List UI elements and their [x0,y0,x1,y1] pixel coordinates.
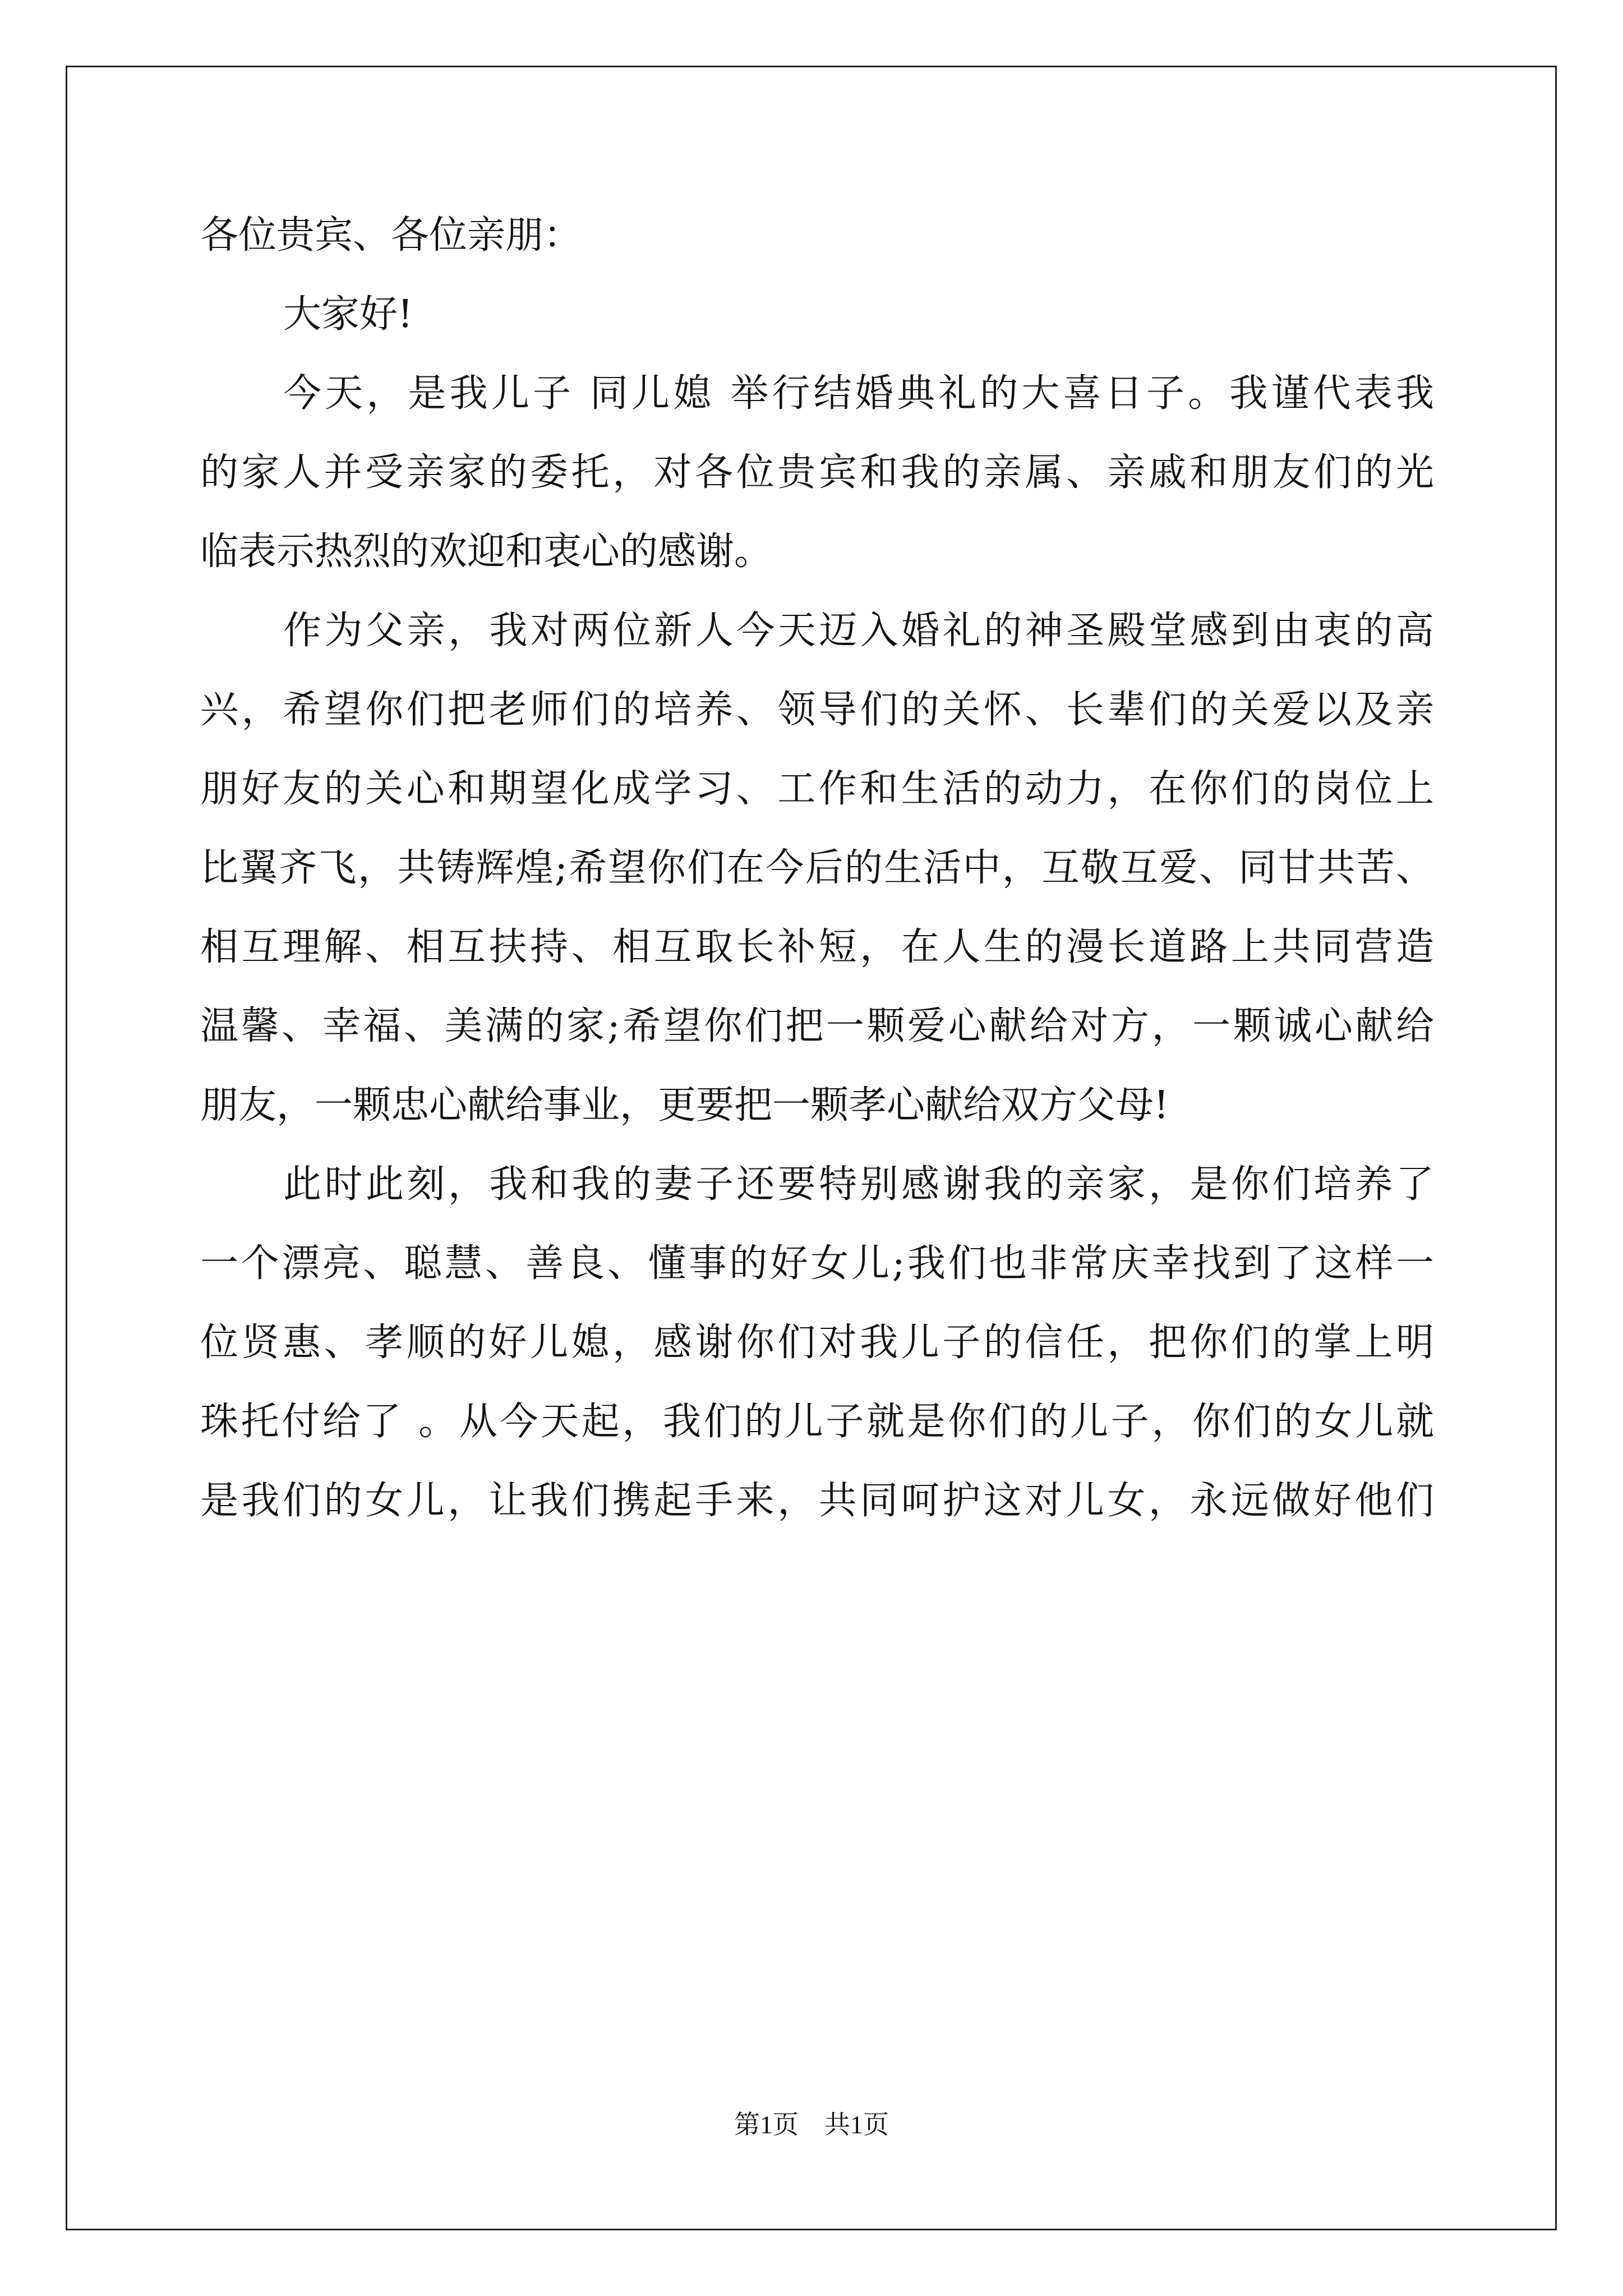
page-footer [0,2108,1623,2142]
paragraph-2-line-1: 作为父亲，我对两位新人今天迈入婚礼的神圣殿堂感到由衷的高 [283,609,1434,653]
paragraph-3-line-1: 此时此刻，我和我的妻子还要特别感谢我的亲家，是你们培养了 [283,1162,1434,1207]
opening-line: 大家好! [283,292,413,337]
page-number: 第1页 [734,2110,799,2139]
greeting-line: 各位贵宾、各位亲朋： [200,213,582,257]
paragraph-1-line-2: 的家人并受亲家的委托，对各位贵宾和我的亲属、亲戚和朋友们的光 [200,450,1434,495]
paragraph-2-line-4: 比翼齐飞，共铸辉煌;希望你们在今后的生活中，互敬互爱、同甘共苦、 [200,846,1434,890]
paragraph-3-line-3: 位贤惠、孝顺的好儿媳，感谢你们对我儿子的信任，把你们的掌上明 [200,1320,1434,1365]
paragraph-2-line-2: 兴，希望你们把老师们的培养、领导们的关怀、长辈们的关爱以及亲 [200,688,1434,732]
paragraph-3-line-2: 一个漂亮、聪慧、善良、懂事的好女儿;我们也非常庆幸找到了这样一 [200,1241,1434,1286]
paragraph-2-line-6: 温馨、幸福、美满的家;希望你们把一颗爱心献给对方，一颗诚心献给 [200,1004,1434,1048]
paragraph-2-line-3: 朋好友的关心和期望化成学习、工作和生活的动力，在你们的岗位上 [200,767,1434,811]
paragraph-1-line-1: 今天，是我儿子 同儿媳 举行结婚典礼的大喜日子。我谨代表我 [283,371,1434,416]
paragraph-2-line-5: 相互理解、相互扶持、相互取长补短，在人生的漫长道路上共同营造 [200,925,1434,969]
page-count: 共1页 [824,2110,889,2139]
paragraph-1-line-3: 临表示热烈的欢迎和衷心的感谢。 [200,530,773,574]
paragraph-3-line-4: 珠托付给了 。从今天起，我们的儿子就是你们的儿子，你们的女儿就 [200,1400,1434,1444]
paragraph-2-line-7: 朋友，一颗忠心献给事业，更要把一颗孝心献给双方父母! [200,1083,1169,1128]
paragraph-3-line-5: 是我们的女儿，让我们携起手来，共同呵护这对儿女，永远做好他们 [200,1479,1434,1523]
